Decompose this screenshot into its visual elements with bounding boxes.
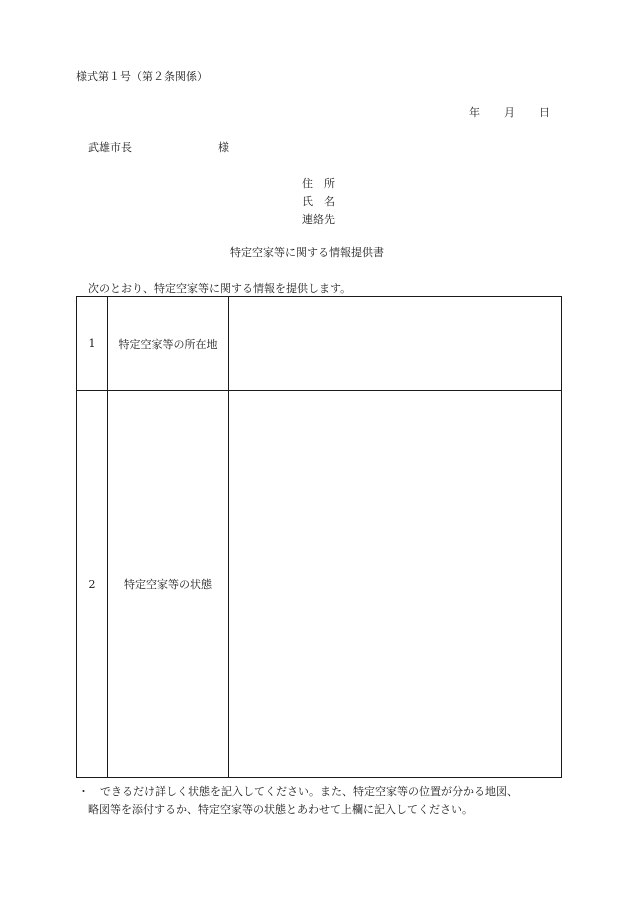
note-line-1: できるだけ詳しく状態を記入してください。また、特定空家等の位置が分かる地図、 bbox=[100, 785, 518, 798]
table-row-location bbox=[77, 297, 562, 391]
date-day-label: 日 bbox=[539, 106, 550, 119]
note-line-2: 略図等を添付するか、特定空家等の状態とあわせて上欄に記入してください。 bbox=[88, 803, 473, 816]
condition-entry-field[interactable] bbox=[229, 391, 562, 778]
addressee-suffix: 様 bbox=[218, 141, 229, 154]
info-table bbox=[76, 296, 562, 778]
row-number: 2 bbox=[77, 391, 108, 778]
row-label-location: 特定空家等の所在地 bbox=[108, 297, 229, 391]
row-number: 1 bbox=[77, 297, 108, 391]
location-entry-field[interactable] bbox=[229, 297, 562, 391]
addressee-name: 武雄市長 bbox=[88, 141, 132, 154]
row-label-condition: 特定空家等の状態 bbox=[108, 391, 229, 778]
date-month-label: 月 bbox=[504, 106, 515, 119]
form-number: 様式第１号（第２条関係） bbox=[76, 70, 208, 83]
intro-text: 次のとおり、特定空家等に関する情報を提供します。 bbox=[88, 282, 352, 295]
reporter-address-label: 住 所 bbox=[302, 177, 335, 190]
reporter-name-label: 氏 名 bbox=[302, 195, 335, 208]
date-year-label: 年 bbox=[469, 106, 480, 119]
table-row-condition bbox=[77, 391, 562, 778]
document-title: 特定空家等に関する情報提供書 bbox=[230, 246, 384, 259]
note-bullet: ・ bbox=[78, 785, 89, 798]
reporter-contact-label: 連絡先 bbox=[302, 213, 335, 226]
